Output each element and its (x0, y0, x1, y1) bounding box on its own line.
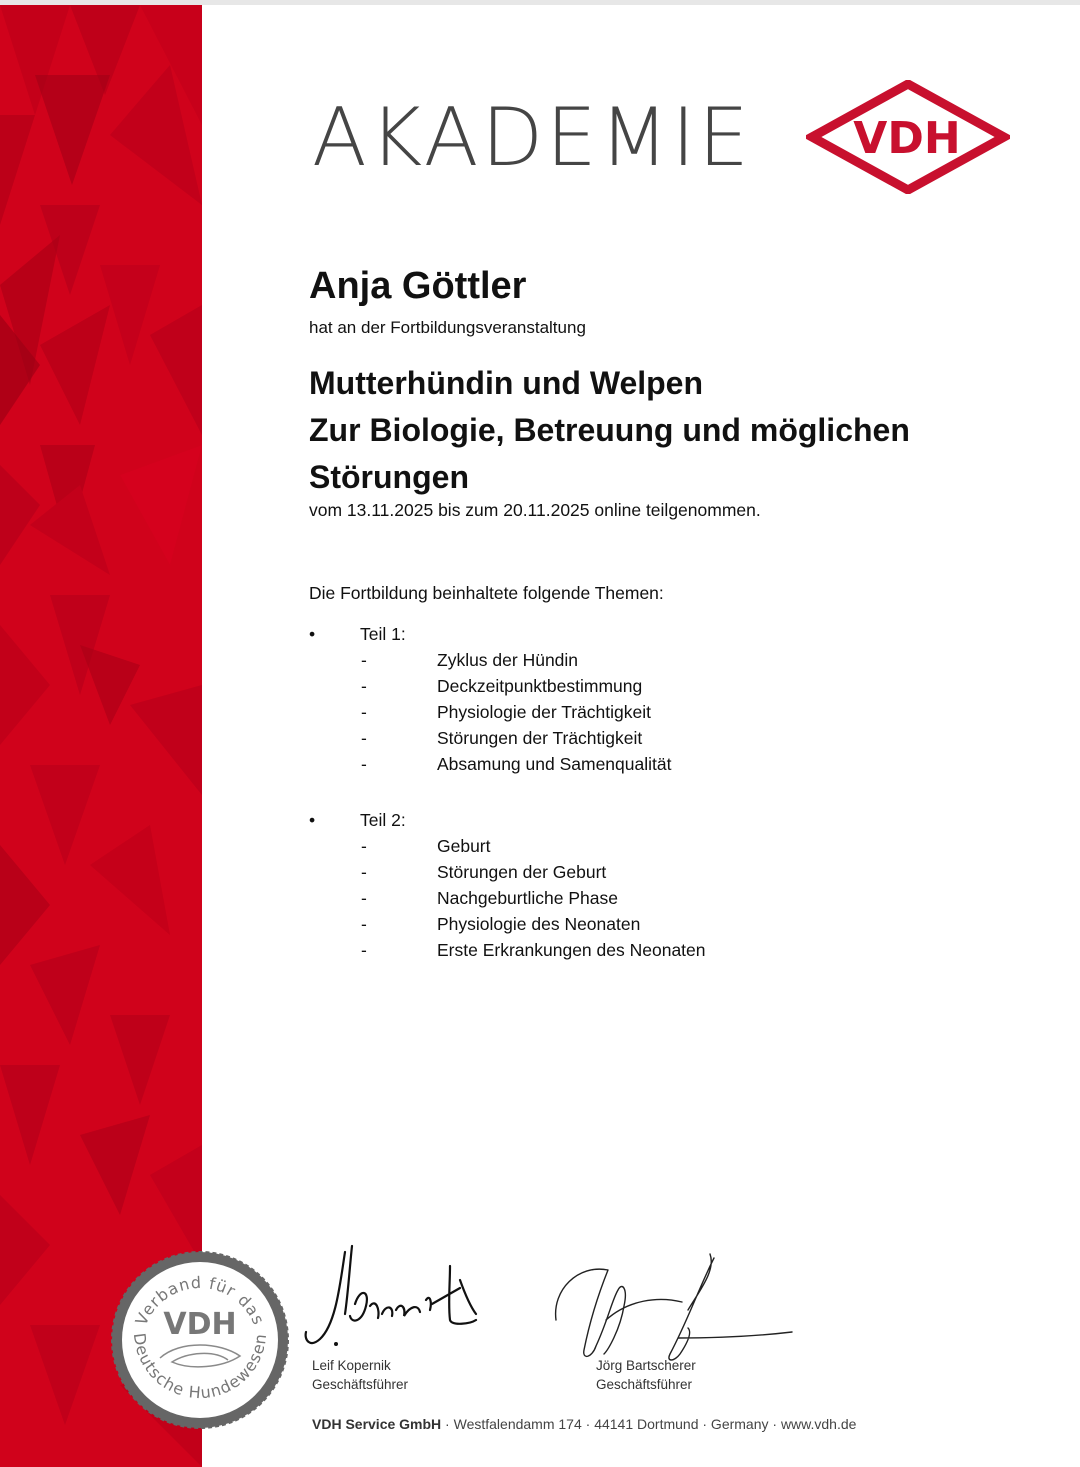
part-label: Teil 2: (360, 810, 406, 830)
signer-name: Jörg Bartscherer (596, 1358, 696, 1373)
dash-icon: - (361, 888, 367, 908)
dash-icon: - (361, 862, 367, 882)
course-title-line-2: Zur Biologie, Betreuung und möglichen (309, 412, 910, 448)
part-label: Teil 1: (360, 624, 406, 644)
topic-text: Deckzeitpunktbestimmung (437, 676, 643, 696)
signer-bartscherer (596, 1356, 696, 1394)
course-title (309, 360, 910, 501)
intro-text: hat an der Fortbildungsveranstaltung (309, 318, 586, 337)
triangle-pattern (0, 5, 202, 1467)
dash-icon: - (361, 940, 367, 960)
themes-intro: Die Fortbildung beinhaltete folgende Themen: (309, 583, 664, 603)
seal-top-text: Verband für das (131, 1272, 269, 1329)
footer-company: VDH Service GmbH (312, 1416, 442, 1432)
seal-bottom-text: Deutsche Hundewesen (129, 1331, 271, 1403)
topic-text: Störungen der Trächtigkeit (437, 728, 643, 748)
topic-text: Physiologie des Neonaten (437, 914, 641, 934)
bullet-icon: • (309, 810, 316, 830)
signer-role: Geschäftsführer (312, 1377, 409, 1392)
signer-name: Leif Kopernik (312, 1358, 391, 1373)
signer-kopernik (312, 1356, 408, 1394)
topic-text: Physiologie der Trächtigkeit (437, 702, 651, 722)
topic-text: Erste Erkrankungen des Neonaten (437, 940, 706, 960)
topic-text: Geburt (437, 836, 491, 856)
footer (312, 1416, 856, 1432)
signature-kopernik (300, 1244, 480, 1362)
dash-icon: - (361, 914, 367, 934)
dash-icon: - (361, 728, 367, 748)
topic-text: Nachgeburtliche Phase (437, 888, 618, 908)
dash-icon: - (361, 650, 367, 670)
topic-text: Absamung und Samenqualität (437, 754, 672, 774)
dash-icon: - (361, 702, 367, 722)
vdh-logo-icon (806, 80, 1010, 194)
seal-center-text: VDH (163, 1307, 237, 1342)
signer-role: Geschäftsführer (596, 1377, 693, 1392)
signature-bartscherer (548, 1250, 796, 1368)
recipient-name: Anja Göttler (309, 265, 527, 307)
akademie-heading: AKADEMIE (312, 91, 752, 184)
course-title-line-1: Mutterhündin und Welpen (309, 365, 704, 401)
course-title-line-3: Störungen (309, 459, 469, 495)
vdh-logo-text: VDH (853, 113, 961, 164)
red-decorative-band (0, 5, 202, 1467)
dash-icon: - (361, 676, 367, 696)
dash-icon: - (361, 836, 367, 856)
participation-dates: vom 13.11.2025 bis zum 20.11.2025 online teilgenommen. (309, 500, 761, 520)
vdh-seal-icon (110, 1250, 290, 1430)
bullet-icon: • (309, 624, 316, 644)
topic-text: Zyklus der Hündin (437, 650, 579, 670)
dash-icon: - (361, 754, 367, 774)
topic-text: Störungen der Geburt (437, 862, 607, 882)
footer-address: · Westfalendamm 174 · 44141 Dortmund · Germany · www.vdh.de (441, 1416, 857, 1432)
